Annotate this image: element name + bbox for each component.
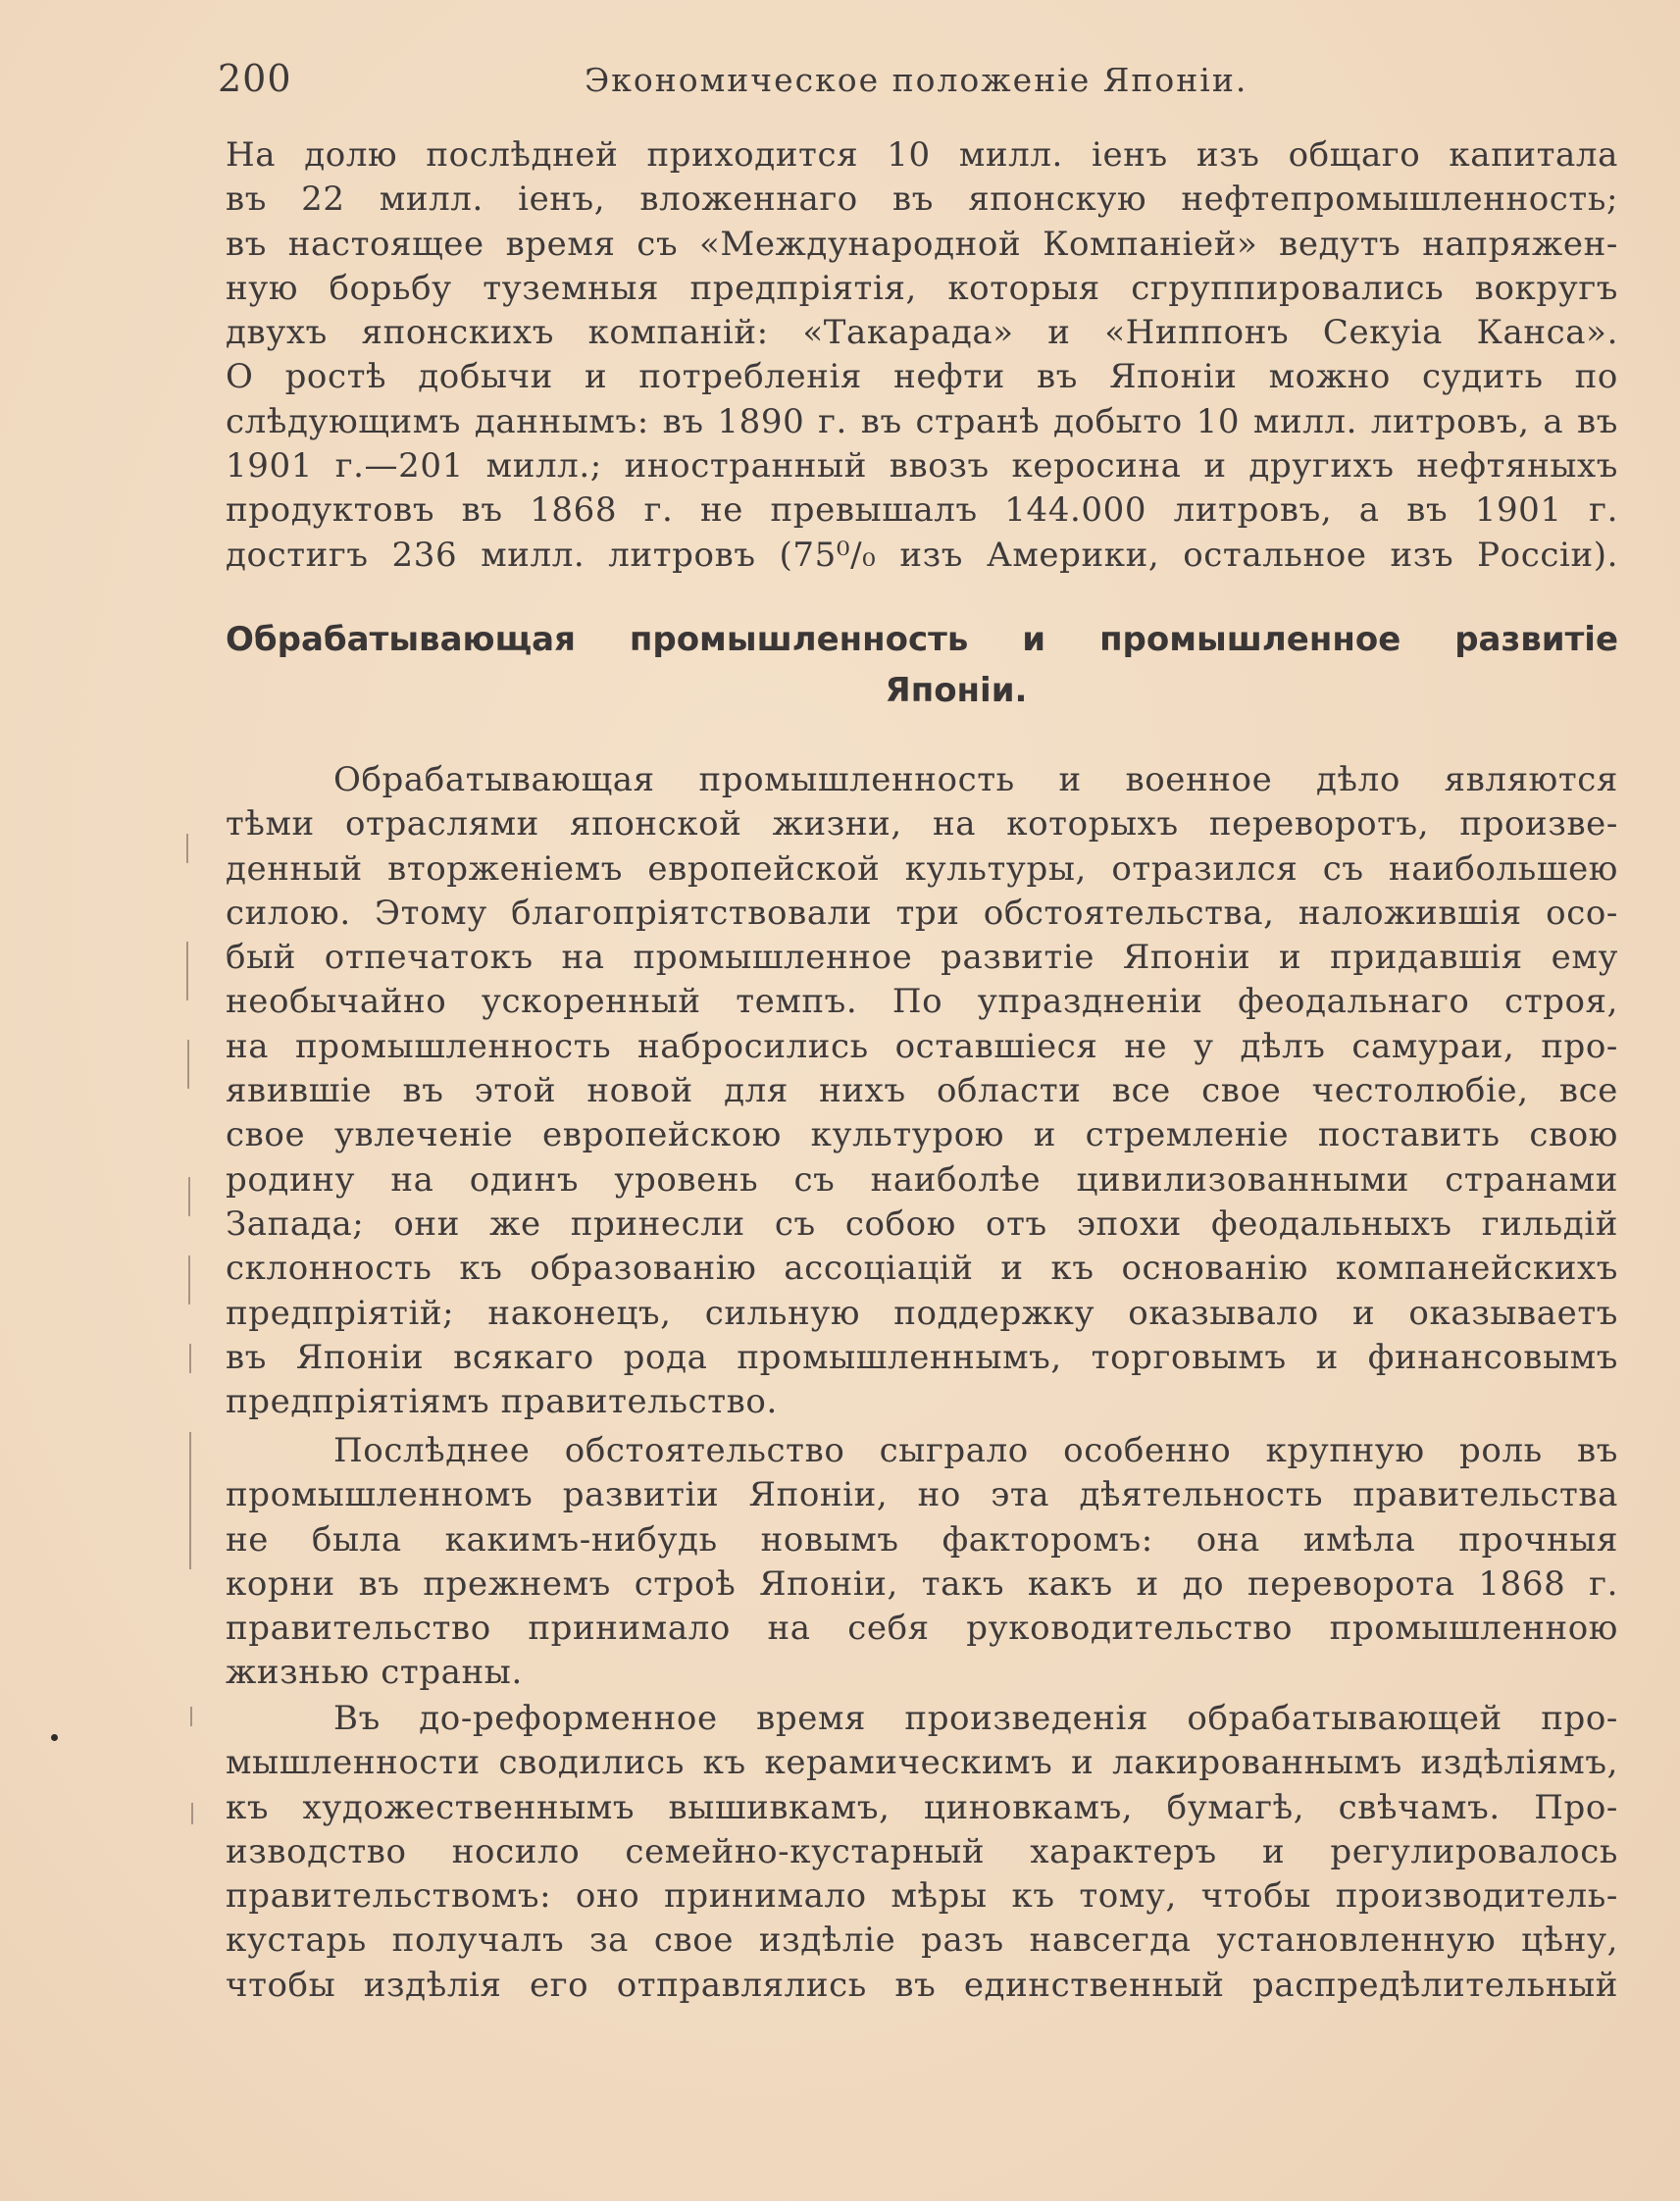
text-line: бый отпечатокъ на промышленное развитiе Японiи и придавшiя ему	[226, 938, 1618, 978]
text-line: правительствомъ: оно принимало мѣры къ тому, чтобы производитель-	[226, 1876, 1618, 1917]
running-title: Экономическое положенiе Японiи.	[585, 61, 1248, 99]
text-line: явившiе въ этой новой для нихъ области все свое честолюбiе, все	[226, 1071, 1618, 1111]
margin-pencil-mark	[188, 1255, 190, 1305]
text-line: достигъ 236 милл. литровъ (75⁰/₀ изъ Америки, остальное изъ Россiи).	[226, 535, 1618, 575]
text-line: жизнью страны.	[226, 1653, 523, 1693]
margin-pencil-mark	[186, 942, 188, 1000]
text-line: изводство носило семейно-кустарный характеръ и регулировалось	[226, 1831, 1618, 1871]
paragraph-3	[226, 1697, 1618, 2008]
text-line: въ 22 милл. iенъ, вложеннаго въ японскую нефтепромышленность;	[226, 179, 1618, 220]
margin-pencil-mark	[191, 1803, 193, 1824]
paragraph-1	[226, 758, 1618, 1424]
text-line: продуктовъ въ 1868 г. не превышалъ 144.000 литровъ, а въ 1901 г.	[226, 490, 1618, 531]
text-line: Обрабатывающая промышленность и военное дѣло являются	[333, 760, 1618, 799]
margin-pencil-mark	[190, 1707, 192, 1726]
running-head	[218, 57, 1257, 106]
text-line: родину на одинъ уровень съ наиболѣе цивилизованными странами	[226, 1159, 1618, 1200]
paragraph-2	[226, 1429, 1618, 1696]
text-line: 1901 г.—201 милл.; иностранный ввозъ керосина и другихъ нефтяныхъ	[226, 446, 1618, 486]
text-line: къ художественнымъ вышивкамъ, циновкамъ, бумагѣ, свѣчамъ. Про-	[226, 1787, 1618, 1827]
text-line: предпрiятiй; наконецъ, сильную поддержку оказывало и оказываетъ	[226, 1293, 1618, 1333]
text-line: промышленномъ развитiи Японiи, но эта дѣятельность правительства	[226, 1475, 1618, 1515]
text-line: на промышленность набросились оставшiеся не у дѣлъ самураи, про-	[226, 1026, 1618, 1066]
text-line: кустарь получалъ за свое издѣлiе разъ навсегда установленную цѣну,	[226, 1920, 1618, 1961]
text-line: Запада; они же принесли съ собою отъ эпохи феодальныхъ гильдiй	[226, 1203, 1618, 1244]
margin-pencil-mark	[186, 834, 188, 863]
margin-pencil-mark	[188, 1177, 190, 1216]
text-line: ную борьбу туземныя предпрiятiя, которыя сгруппировались вокругъ	[226, 268, 1618, 308]
text-line: На долю послѣдней приходится 10 милл. iенъ изъ общаго капитала	[226, 135, 1618, 175]
text-line: денный вторженiемъ европейской культуры, отразился съ наибольшею	[226, 848, 1618, 889]
text-line: Послѣднее обстоятельство сыграло особенно крупную роль въ	[333, 1431, 1618, 1470]
text-line: правительство принимало на себя руководительство промышленною	[226, 1609, 1618, 1649]
text-line: чтобы издѣлiя его отправлялись въ единственный распредѣлительный	[226, 1965, 1618, 2005]
text-line: въ Японiи всякаго рода промышленнымъ, торговымъ и финансовымъ	[226, 1337, 1618, 1377]
text-line: силою. Этому благопрiятствовали три обстоятельства, наложившiя осо-	[226, 893, 1618, 933]
text-line: мышленности сводились къ керамическимъ и лакированнымъ издѣлiямъ,	[226, 1743, 1618, 1783]
text-line: необычайно ускоренный темпъ. По упраздненiи феодальнаго строя,	[226, 982, 1618, 1022]
text-line: слѣдующимъ даннымъ: въ 1890 г. въ странѣ добыто 10 милл. литровъ, а въ	[226, 401, 1618, 441]
text-line: тѣми отраслями японской жизни, на которыхъ переворотъ, произве-	[226, 804, 1618, 845]
paragraph-intro	[226, 133, 1618, 578]
section-heading	[226, 614, 1618, 716]
text-line: двухъ японскихъ компанiй: «Такарада» и «Ниппонъ Секуiа Канса».	[226, 313, 1618, 353]
margin-pencil-mark	[189, 1432, 191, 1569]
page-number: 200	[218, 57, 292, 100]
text-line: корни въ прежнемъ строѣ Японiи, такъ какъ и до переворота 1868 г.	[226, 1563, 1618, 1604]
text-line: склонность къ образованiю ассоцiацiй и къ основанiю компанейскихъ	[226, 1249, 1618, 1289]
margin-dot	[51, 1734, 58, 1741]
text-line: Въ до-реформенное время произведенiя обрабатывающей про-	[333, 1699, 1618, 1738]
text-line: свое увлеченiе европейскою культурою и стремленiе поставить свою	[226, 1115, 1618, 1155]
section-heading-line2: Японiи.	[885, 671, 1028, 710]
text-line: О ростѣ добычи и потребленiя нефти въ Японiи можно судить по	[226, 357, 1618, 397]
text-line: предпрiятiямъ правительство.	[226, 1382, 778, 1422]
text-line: не была какимъ-нибудь новымъ факторомъ: она имѣла прочныя	[226, 1519, 1618, 1560]
section-heading-line1: Обрабатывающая промышленность и промышленное развитiе	[226, 620, 1618, 659]
margin-pencil-mark	[187, 1040, 189, 1089]
margin-pencil-mark	[189, 1344, 191, 1373]
text-line: въ настоящее время съ «Международной Компанiей» ведутъ напряжен-	[226, 224, 1618, 264]
